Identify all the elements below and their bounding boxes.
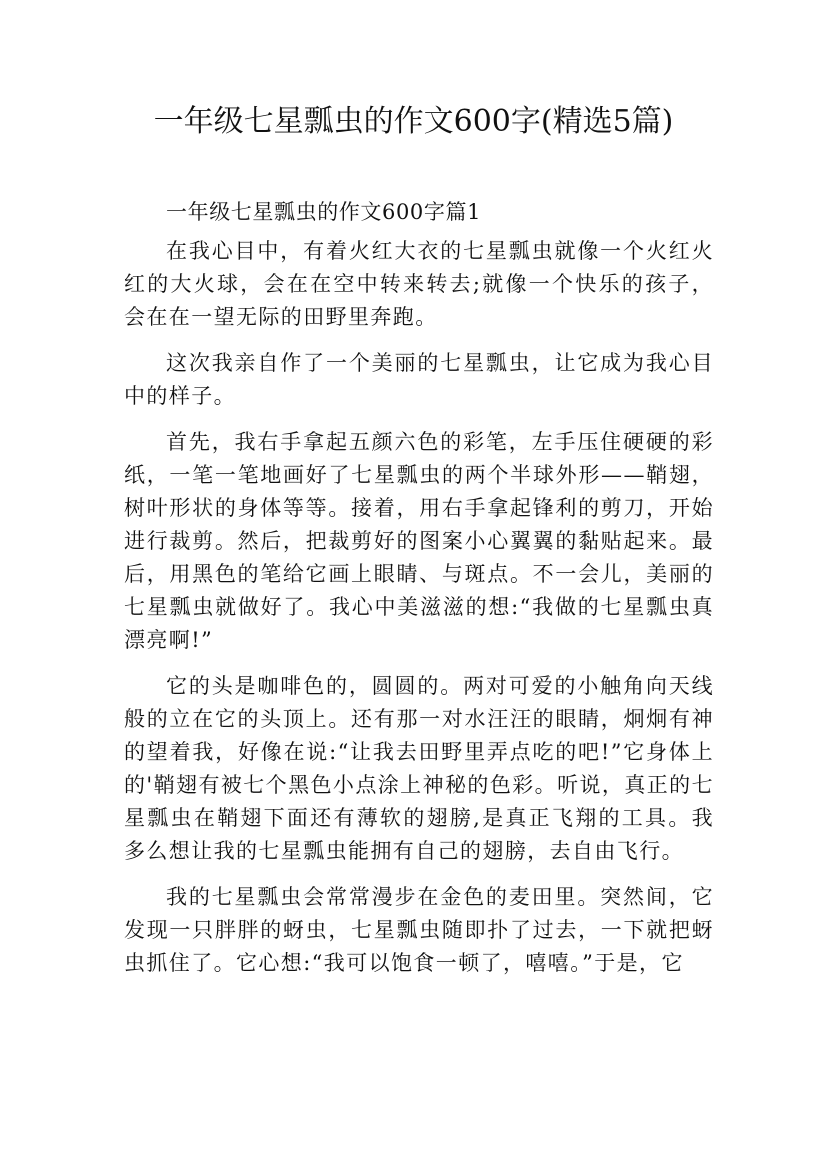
document-body xyxy=(124,196,714,993)
section-heading: 一年级七星瓢虫的作文600字篇1 xyxy=(166,200,482,224)
paragraph-4: 它的头是咖啡色的，圆圆的。两对可爱的小触角向天线般的立在它的头顶上。还有那一对水汪汪的眼睛，炯炯有神的望着我，好像在说:“让我去田野里弄点吃的吧!”它身体上的'鞘翅有被七个黑色小点涂上神秘的色彩。听说，真正的七星瓢虫在鞘翅下面还有薄软的翅膀,是真正飞翔的工具。我多么想让我的七星瓢虫能拥有自己的翅膀，去自由飞行。 xyxy=(124,674,714,863)
paragraph-5: 我的七星瓢虫会常常漫步在金色的麦田里。突然间，它发现一只胖胖的蚜虫，七星瓢虫随即扑了过去，一下就把蚜虫抓住了。它心想:“我可以饱食一顿了，嘻嘻。”于是，它 xyxy=(124,885,714,975)
document-title: 一年级七星瓢虫的作文600字(精选5篇) xyxy=(153,104,674,139)
paragraph-1: 在我心目中，有着火红大衣的七星瓢虫就像一个火红火红的大火球，会在在空中转来转去;就像一个快乐的孩子，会在在一望无际的田野里奔跑。 xyxy=(124,239,714,329)
paragraph-2: 这次我亲自作了一个美丽的七星瓢虫，让它成为我心目中的样子。 xyxy=(124,351,714,408)
paragraph-3: 首先，我右手拿起五颜六色的彩笔，左手压住硬硬的彩纸，一笔一笔地画好了七星瓢虫的两个半球外形——鞘翅，树叶形状的身体等等。接着，用右手拿起锋利的剪刀，开始进行裁剪。然后，把裁剪好的图案小心翼翼的黏贴起来。最后，用黑色的笔给它画上眼睛、与斑点。不一会儿，美丽的七星瓢虫就做好了。我心中美滋滋的想:“我做的七星瓢虫真漂亮啊!” xyxy=(124,430,714,652)
